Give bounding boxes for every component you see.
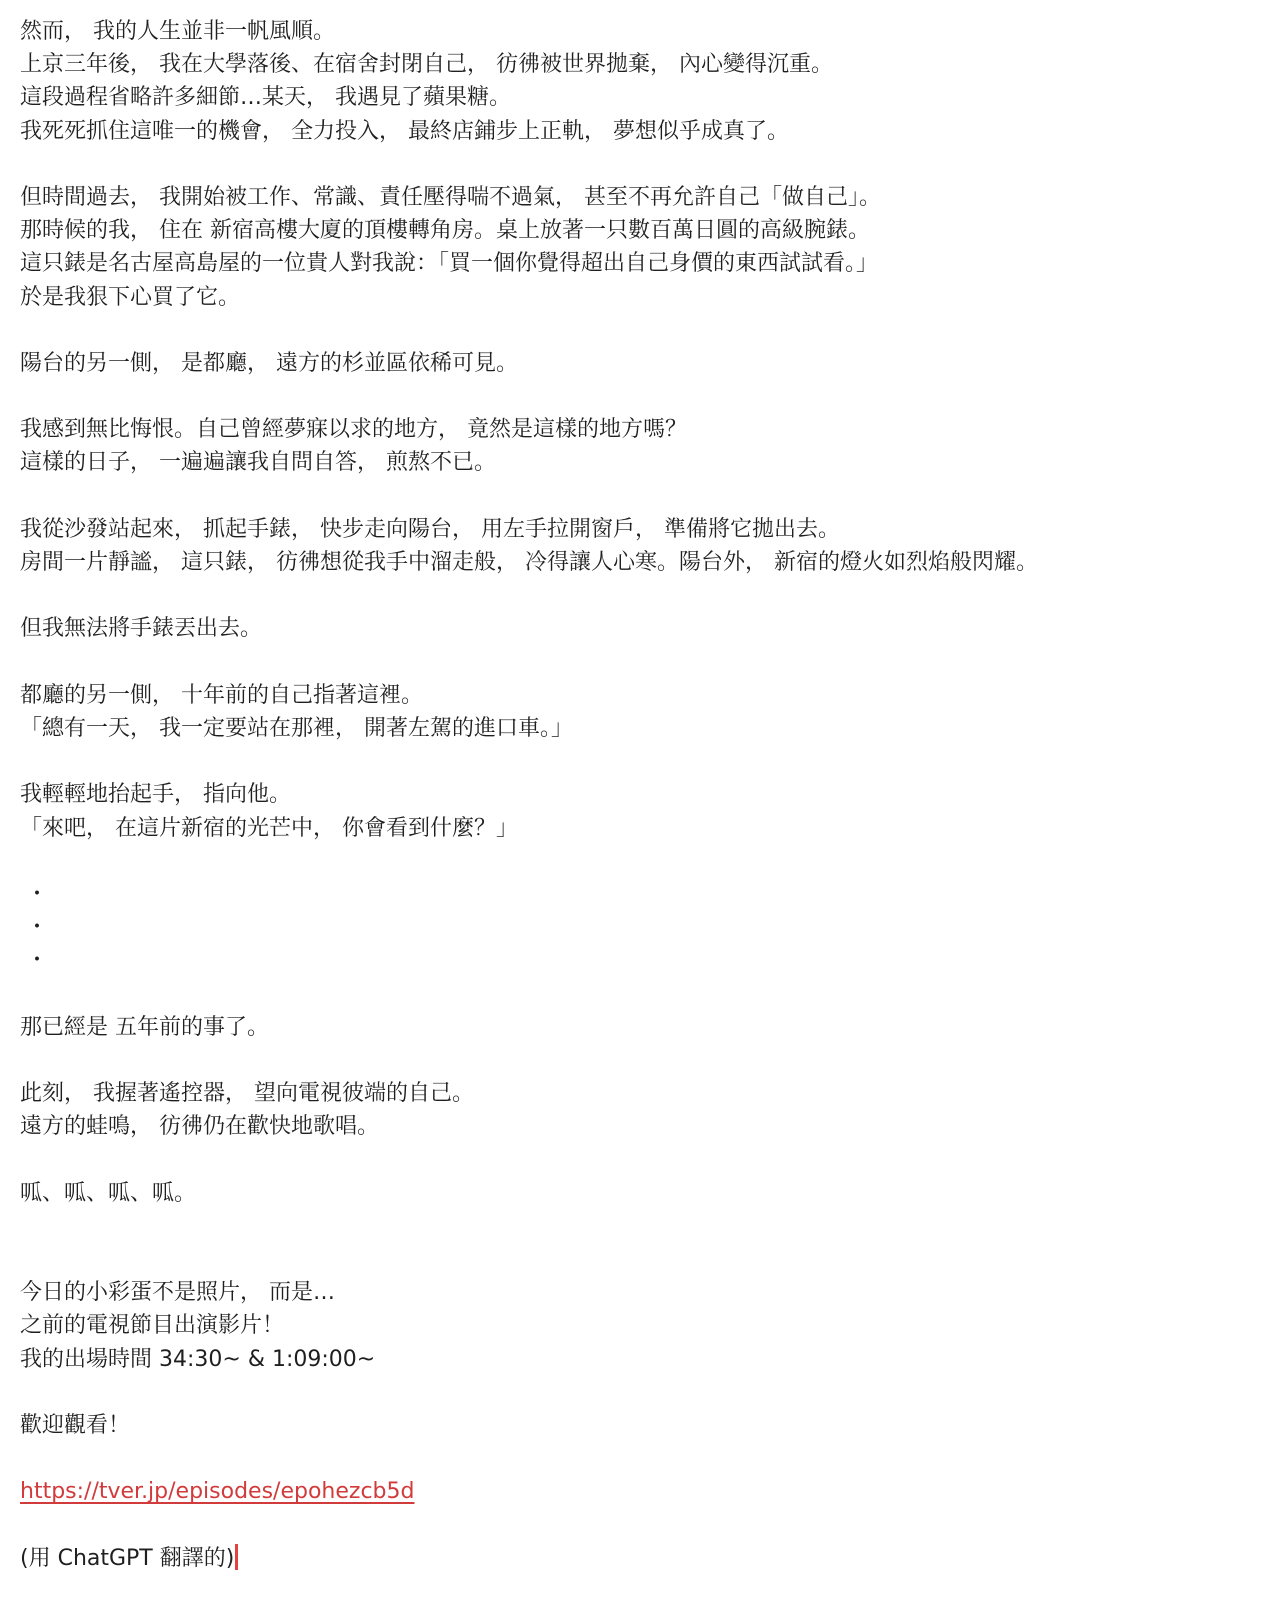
text-line: 「來吧， 在這片新宿的光芒中， 你會看到什麼？」 <box>20 815 518 841</box>
blank-line <box>20 1044 1260 1077</box>
text-line: 這只錶是名古屋高島屋的一位貴人對我說：「買一個你覺得超出自己身價的東西試試看。」 <box>20 251 879 277</box>
spacer-line <box>20 1442 1260 1475</box>
text-line: 我感到無比悔恨。自己曾經夢寐以求的地方， 竟然是這樣的地方嗎？ <box>20 417 687 443</box>
document-body[interactable] <box>20 15 1260 1575</box>
text-line: 「總有一天， 我一定要站在那裡， 開著左駕的進口車。」 <box>20 715 573 741</box>
ellipsis-dot-line: ・ <box>26 881 49 907</box>
text-line: 今日的小彩蛋不是照片， 而是… <box>20 1280 335 1306</box>
blank-line <box>20 579 1260 612</box>
blank-line <box>20 314 1260 347</box>
blank-line <box>20 1210 1260 1243</box>
text-line: 都廳的另一側， 十年前的自己指著這裡。 <box>20 682 423 708</box>
ellipsis-dot-line: ・ <box>26 915 49 941</box>
text-line: 之前的電視節目出演影片！ <box>20 1313 285 1339</box>
text-cursor <box>235 1544 238 1570</box>
text-line: 但我無法將手錶丟出去。 <box>20 616 263 642</box>
translation-note: (用 ChatGPT 翻譯的) <box>20 1545 235 1571</box>
blank-line <box>20 380 1260 413</box>
text-line: 我從沙發站起來， 抓起手錶， 快步走向陽台， 用左手拉開窗戶， 準備將它拋出去。 <box>20 516 840 542</box>
text-line: 歡迎觀看！ <box>20 1412 131 1438</box>
blank-line <box>20 1243 1260 1276</box>
text-line: 我死死抓住這唯一的機會， 全力投入， 最終店鋪步上正軌， 夢想似乎成真了。 <box>20 118 789 144</box>
text-line: 那已經是 五年前的事了。 <box>20 1014 269 1040</box>
text-line: 我輕輕地抬起手， 指向他。 <box>20 782 291 808</box>
text-line: 那時候的我， 住在 新宿高樓大廈的頂樓轉角房。桌上放著一只數百萬日圓的高級腕錶。 <box>20 218 870 244</box>
blank-line <box>20 1143 1260 1176</box>
footer-line <box>20 1542 1260 1575</box>
text-line: 房間一片靜謐， 這只錶， 彷彿想從我手中溜走般， 冷得讓人心寒。陽台外， 新宿的燈火如烈焰般閃耀。 <box>20 550 1038 575</box>
text-line: 遠方的蛙鳴， 彷彿仍在歡快地歌唱。 <box>20 1114 379 1140</box>
blank-line <box>20 745 1260 778</box>
blank-line <box>20 480 1260 513</box>
text-line: 這樣的日子， 一遍遍讓我自問自答， 煎熬不已。 <box>20 450 496 476</box>
text-line: 這段過程省略許多細節…某天， 我遇見了蘋果糖。 <box>20 85 511 111</box>
spacer-line <box>20 1508 1260 1541</box>
blank-line <box>20 1376 1260 1409</box>
text-line: 上京三年後， 我在大學落後、在宿舍封閉自己， 彷彿被世界拋棄， 內心變得沉重。 <box>20 52 833 78</box>
blank-line <box>20 646 1260 679</box>
text-line: 於是我狠下心買了它。 <box>20 284 241 310</box>
blank-line <box>20 845 1260 878</box>
text-line: 但時間過去， 我開始被工作、常識、責任壓得喘不過氣， 甚至不再允許自己「做自己」。 <box>20 184 881 210</box>
text-line: 呱、呱、呱、呱。 <box>20 1180 197 1206</box>
episode-link[interactable]: https://tver.jp/episodes/epohezcb5d <box>20 1479 415 1505</box>
blank-line <box>20 148 1260 181</box>
blank-line <box>20 977 1260 1010</box>
text-line: 陽台的另一側， 是都廳， 遠方的杉並區依稀可見。 <box>20 350 518 376</box>
text-line: 我的出場時間 34:30~ & 1:09:00~ <box>20 1346 376 1372</box>
ellipsis-dot-line: ・ <box>26 948 49 974</box>
link-line <box>20 1475 1260 1508</box>
paragraph-lines <box>20 15 1260 1442</box>
text-line: 此刻， 我握著遙控器， 望向電視彼端的自己。 <box>20 1081 474 1106</box>
text-line: 然而， 我的人生並非一帆風順。 <box>20 19 335 44</box>
